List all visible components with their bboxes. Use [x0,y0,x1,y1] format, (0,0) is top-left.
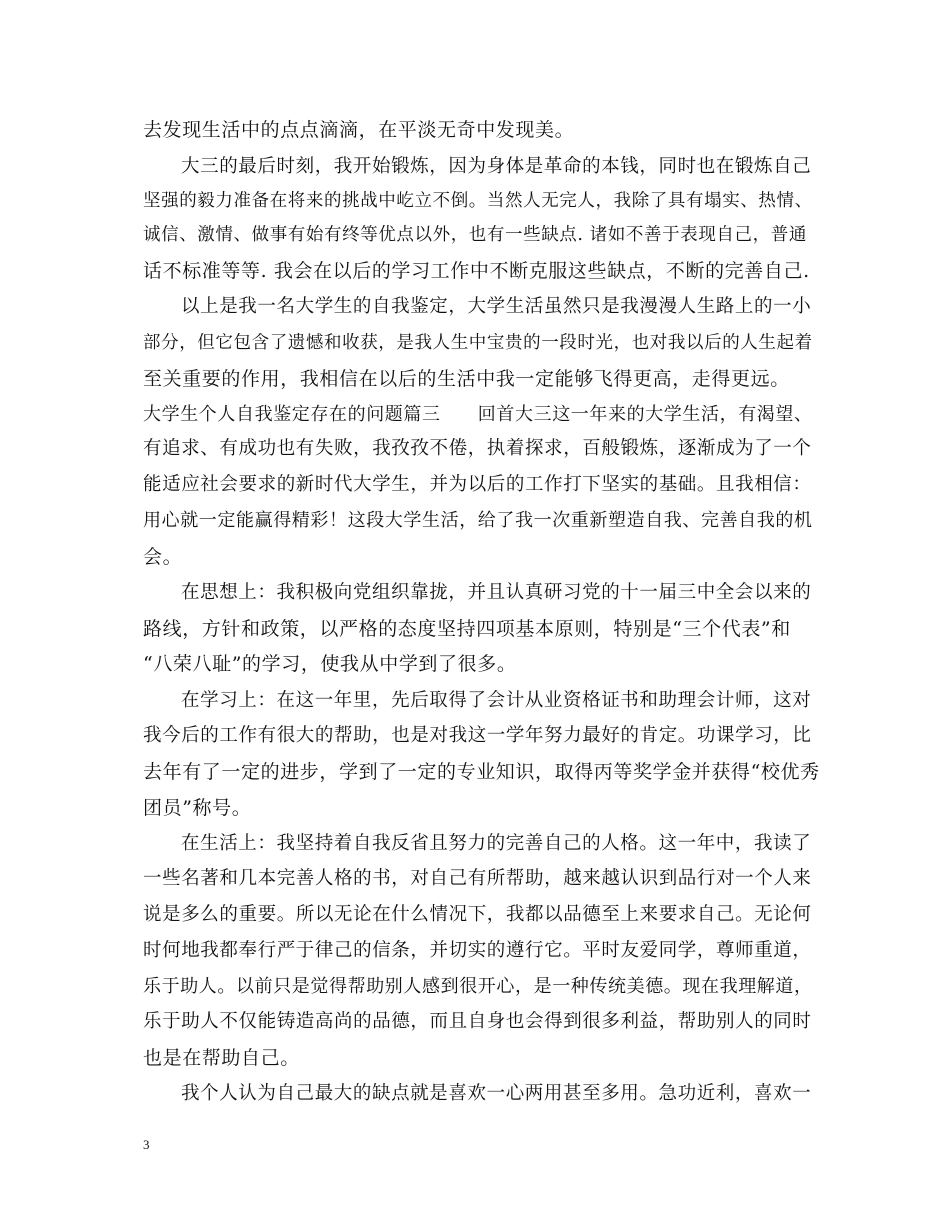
text-line: 诚信、激情、做事有始有终等优点以外，也有一些缺点. 诸如不善于表现自己，普通 [143,225,807,245]
text-line: “八荣八耻”的学习，使我从中学到了很多。 [143,653,517,675]
text-line: 乐于助人不仅能铸造高尚的品德，而且自身也会得到很多利益，帮助别人的同时 [143,1011,812,1032]
text-line: 也是在帮助自己。 [143,1047,300,1069]
text-line: 部分，但它包含了遗憾和收获，是我人生中宝贵的一段时光，也对我以后的人生起着 [143,333,813,353]
text-line: 说是多么的重要。所以无论在什么情况下，我都以品德至上来要求自己。无论何 [143,904,812,925]
text-line: 话不标准等等. 我会在以后的学习工作中不断克服这些缺点，不断的完善自己. [143,260,810,282]
text-line: 乐于助人。以前只是觉得帮助别人感到很开心，是一种传统美德。现在我理解道， [143,976,813,997]
paragraph-start-line: 在学习上：在这一年里，先后取得了会计从业资格证书和助理会计师，这对 [181,690,812,711]
page-number: 3 [143,1137,150,1152]
text-line: 用心就一定能赢得精彩！这段大学生活，给了我一次重新塑造自我、完善自我的机 [143,510,813,531]
text-line: 会。 [143,546,183,568]
text-line: 时何地我都奉行严于律己的信条，并切实的遵行它。平时友爱同学，尊师重道， [143,940,812,961]
text-line: 至关重要的作用，我相信在以后的生活中我一定能够飞得更高，走得更远。 [143,368,790,390]
text-line: 团员”称号。 [143,797,252,819]
text-line: 有追求、有成功也有失败，我孜孜不倦，执着探求，百般锻炼，逐渐成为了一个 [143,438,812,459]
text-line: 能适应社会要求的新时代大学生，并为以后的工作打下坚实的基础。且我相信： [143,474,812,495]
paragraph-start-line: 在思想上：我积极向党组织靠拢，并且认真研习党的十一届三中全会以来的 [181,582,812,603]
paragraph-start-line: 以上是我一名大学生的自我鉴定，大学生活虽然只是我漫漫人生路上的一小 [181,296,812,317]
text-line: 去发现生活中的点点滴滴，在平淡无奇中发现美。 [143,119,575,141]
text-line: 坚强的毅力准备在将来的挑战中屹立不倒。当然人无完人，我除了具有塌实、热情、 [143,191,813,211]
paragraph-start-line: 大三的最后时刻，我开始锻炼，因为身体是革命的本钱，同时也在锻炼自己 [181,156,812,177]
text-line: 一些名著和几本完善人格的书，对自己有所帮助，越来越认识到品行对一个人来 [143,868,812,889]
text-line: 去年有了一定的进步，学到了一定的专业知识，取得丙等奖学金并获得“校优秀 [143,761,820,783]
section-heading-line: 大学生个人自我鉴定存在的问题篇三 回首大三这一年来的大学生活，有渴望、 [143,404,813,425]
text-line: 路线，方针和政策，以严格的态度坚持四项基本原则，特别是“三个代表”和 [143,618,791,640]
text-line: 我今后的工作有很大的帮助，也是对我这一学年努力最好的肯定。功课学习，比 [143,725,812,746]
paragraph-start-line: 我个人认为自己最大的缺点就是喜欢一心两用甚至多用。急功近利，喜欢一 [181,1083,812,1104]
paragraph-start-line: 在生活上：我坚持着自我反省且努力的完善自己的人格。这一年中，我读了 [181,833,812,854]
